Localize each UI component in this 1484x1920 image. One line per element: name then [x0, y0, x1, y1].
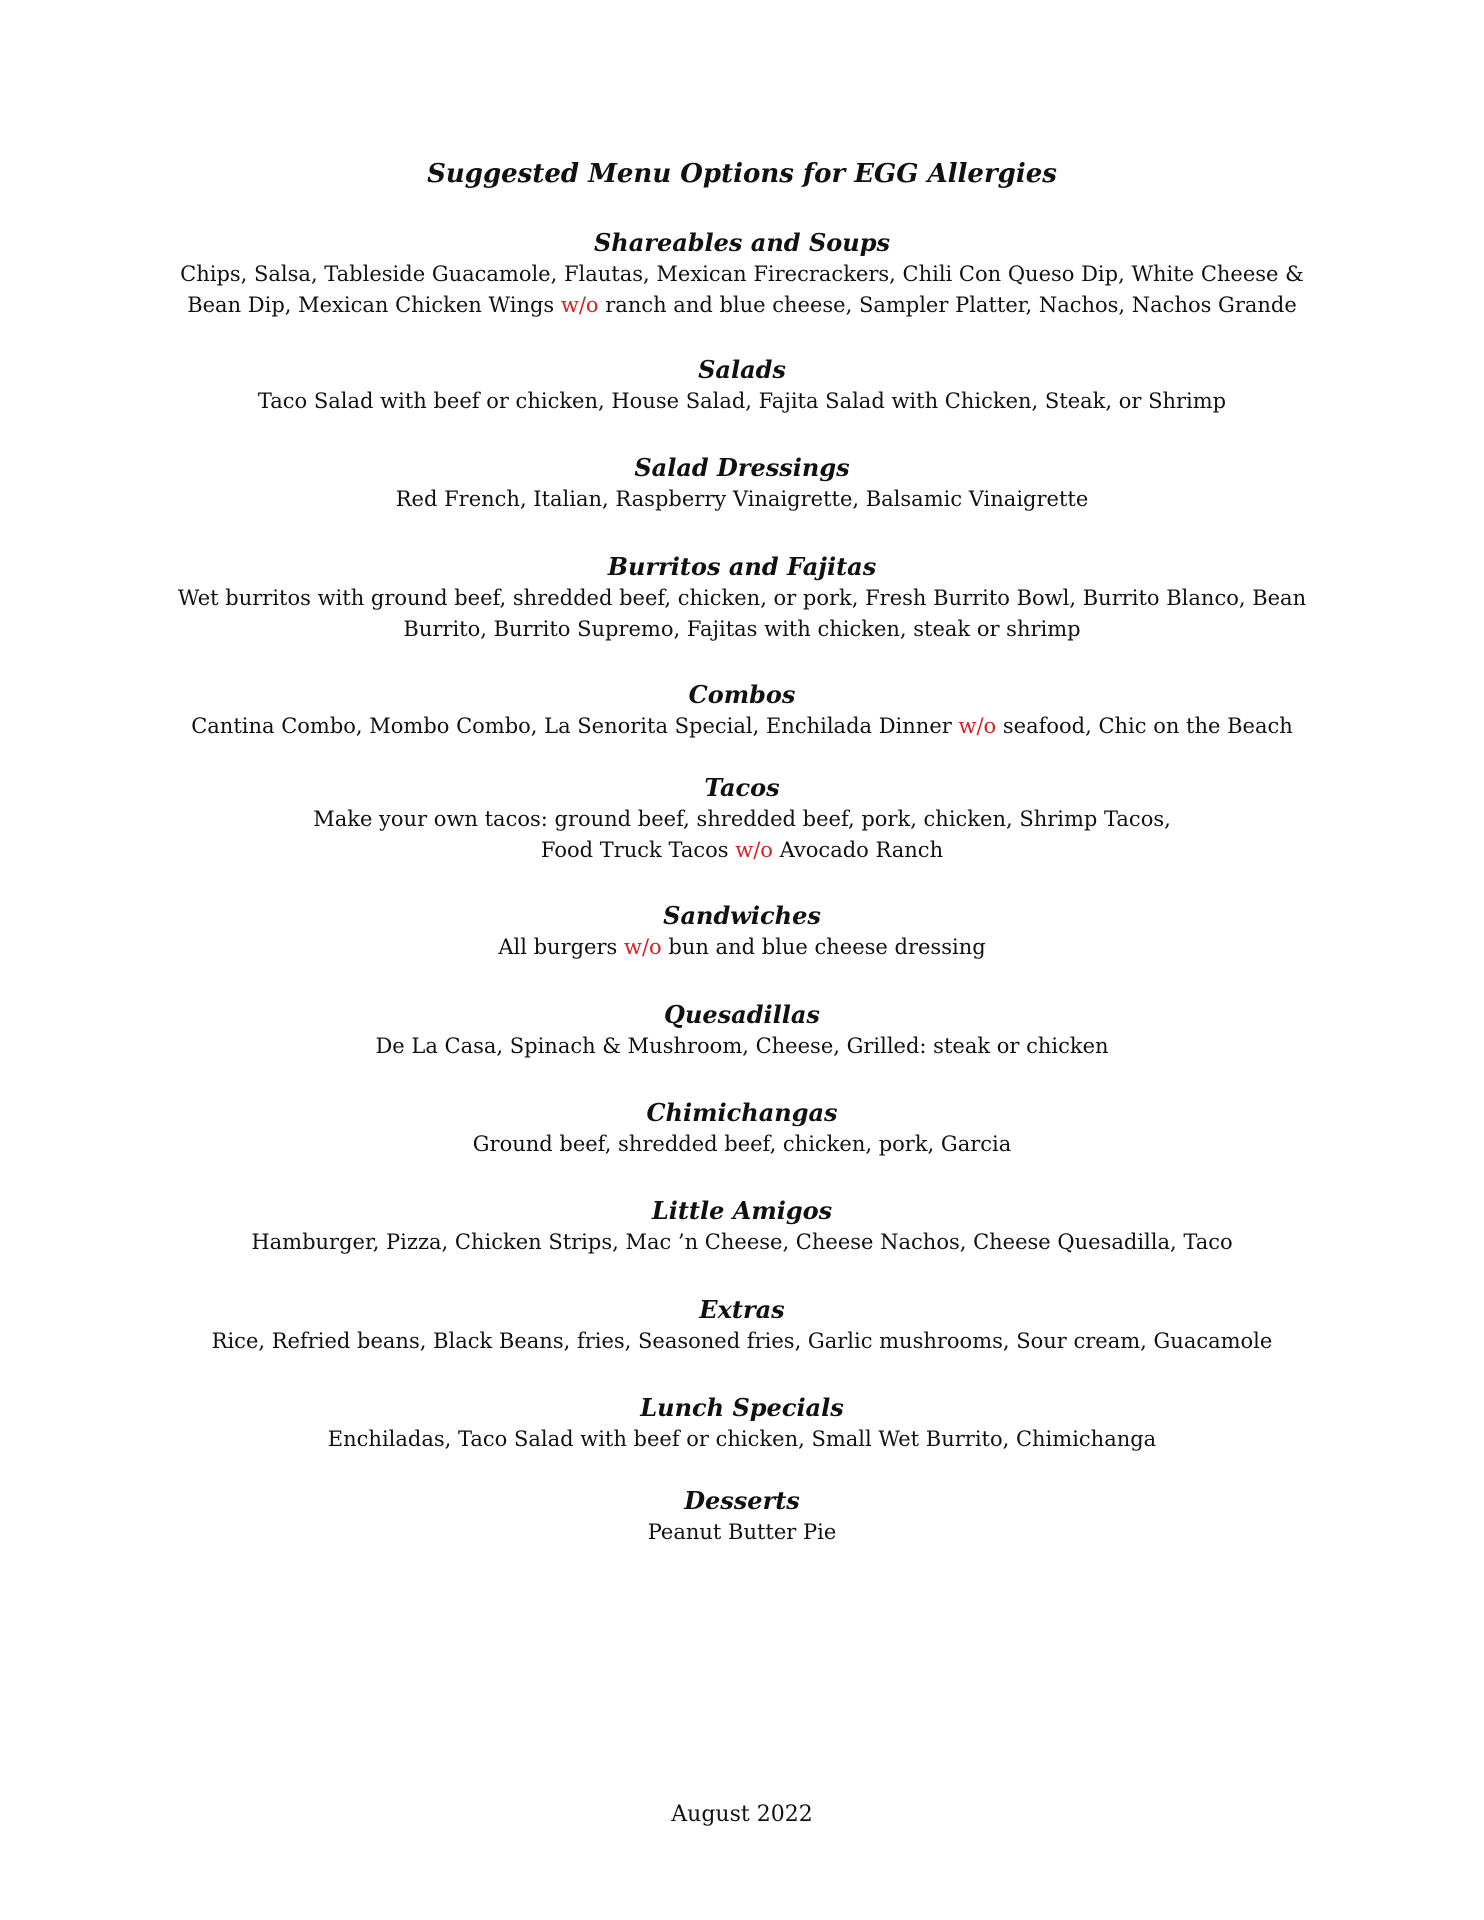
section-heading: Extras [699, 1295, 785, 1324]
item-text: All burgers [498, 935, 618, 959]
item-line: Wet burritos with ground beef, shredded beef, chicken, or pork, Fresh Burrito Bowl, Burrito Blanco, Bean [177, 586, 1307, 610]
without-marker: w/o [623, 935, 662, 959]
item-line: Peanut Butter Pie [647, 1520, 837, 1544]
without-marker: w/o [735, 838, 773, 862]
section-heading: Shareables and Soups [593, 228, 891, 257]
section-combos [0, 679, 1484, 742]
item-text: Food Truck Tacos [540, 838, 729, 862]
section-tacos [0, 772, 1484, 866]
section-salad-dressings [0, 452, 1484, 515]
item-line: Rice, Refried beans, Black Beans, fries, Seasoned fries, Garlic mushrooms, Sour cream, Guacamole [211, 1329, 1273, 1353]
section-items [0, 259, 1484, 321]
item-text: Cantina Combo, Mombo Combo, La Senorita Special, Enchilada Dinner [191, 714, 952, 738]
section-heading: Salads [698, 355, 786, 384]
item-line: Enchiladas, Taco Salad with beef or chicken, Small Wet Burrito, Chimichanga [327, 1427, 1157, 1451]
section-extras [0, 1294, 1484, 1357]
section-heading: Combos [688, 680, 796, 709]
item-text: ranch and blue cheese, Sampler Platter, Nachos, Nachos Grande [605, 293, 1297, 317]
item-text: Bean Dip, Mexican Chicken Wings [187, 293, 555, 317]
section-lunch-specials [0, 1392, 1484, 1455]
section-heading: Little Amigos [651, 1196, 833, 1225]
without-marker: w/o [560, 293, 599, 317]
item-text: bun and blue cheese dressing [668, 935, 986, 959]
section-items [0, 1031, 1484, 1062]
item-line [150, 711, 1334, 742]
section-items [0, 1227, 1484, 1258]
item-line: Red French, Italian, Raspberry Vinaigrette, Balsamic Vinaigrette [395, 487, 1089, 511]
section-items [0, 711, 1484, 742]
section-items [0, 1517, 1484, 1548]
section-heading: Lunch Specials [640, 1393, 844, 1422]
section-heading: Desserts [684, 1486, 800, 1515]
section-items [0, 932, 1484, 963]
item-line [150, 835, 1334, 866]
section-little-amigos [0, 1195, 1484, 1258]
page-title: Suggested Menu Options for EGG Allergies [427, 159, 1057, 189]
section-heading: Tacos [704, 773, 780, 802]
without-marker: w/o [958, 714, 997, 738]
section-items [0, 484, 1484, 515]
section-heading: Chimichangas [646, 1098, 838, 1127]
section-salads [0, 354, 1484, 417]
item-line: De La Casa, Spinach & Mushroom, Cheese, Grilled: steak or chicken [375, 1034, 1109, 1058]
item-line: Taco Salad with beef or chicken, House Salad, Fajita Salad with Chicken, Steak, or Shrimp [257, 389, 1227, 413]
section-heading: Sandwiches [663, 901, 821, 930]
footer-date: August 2022 [671, 1802, 813, 1827]
section-items [0, 583, 1484, 645]
section-sandwiches [0, 900, 1484, 963]
item-line: Burrito, Burrito Supremo, Fajitas with chicken, steak or shrimp [403, 617, 1081, 641]
item-text: seafood, Chic on the Beach [1002, 714, 1293, 738]
item-line: Chips, Salsa, Tableside Guacamole, Flautas, Mexican Firecrackers, Chili Con Queso Dip, White Cheese & [180, 262, 1304, 286]
section-items [0, 1424, 1484, 1455]
item-line: Hamburger, Pizza, Chicken Strips, Mac ’n Cheese, Cheese Nachos, Cheese Quesadilla, Taco [251, 1230, 1233, 1254]
section-quesadillas [0, 999, 1484, 1062]
item-line [150, 932, 1334, 963]
section-shareables [0, 227, 1484, 321]
section-items [0, 1326, 1484, 1357]
section-chimichangas [0, 1097, 1484, 1160]
section-items [0, 804, 1484, 866]
section-items [0, 1129, 1484, 1160]
item-line: Ground beef, shredded beef, chicken, pork, Garcia [472, 1132, 1012, 1156]
section-heading: Burritos and Fajitas [607, 552, 877, 581]
item-text: Avocado Ranch [779, 838, 944, 862]
section-burritos-fajitas [0, 551, 1484, 645]
section-heading: Salad Dressings [634, 453, 850, 482]
section-heading: Quesadillas [664, 1000, 820, 1029]
section-items [0, 386, 1484, 417]
item-line [150, 290, 1334, 321]
section-desserts [0, 1485, 1484, 1548]
item-line: Make your own tacos: ground beef, shredded beef, pork, chicken, Shrimp Tacos, [313, 807, 1171, 831]
